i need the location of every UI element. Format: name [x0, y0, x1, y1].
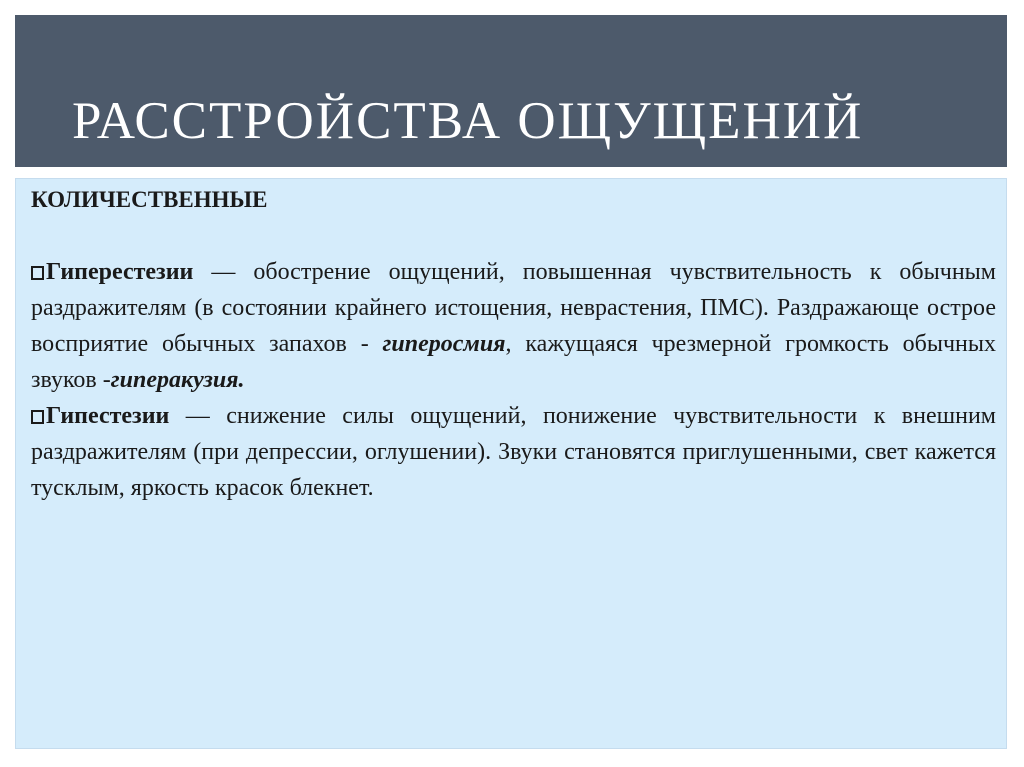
title-band	[15, 15, 1007, 167]
list-item-hypoesthesia	[31, 398, 996, 506]
section-heading: КОЛИЧЕСТВЕННЫЕ	[31, 187, 268, 212]
term-hyperesthesia: Гиперестезии	[46, 259, 194, 285]
list-item-hyperesthesia	[31, 254, 996, 398]
emphasis-hyperacusis: гиперакузия.	[110, 367, 245, 393]
spacer	[31, 218, 996, 254]
emphasis-hyperosmia: гиперосмия	[382, 331, 506, 357]
item-text: , кажущаяся чрезмерной громкость обычных звуков -	[31, 331, 996, 393]
slide-content	[31, 182, 996, 506]
checkbox-bullet-icon	[31, 410, 44, 424]
term-hypoesthesia: Гипестезии	[46, 403, 170, 429]
content-box	[15, 178, 1007, 749]
item-text: — снижение силы ощущений, понижение чувствительности к внешним раздражителям (при депрессии, оглушении). Звуки становятся приглушенными, свет кажется тусклым, яркость красок блекнет.	[31, 403, 996, 501]
slide-title: РАССТРОЙСТВА ОЩУЩЕНИЙ	[72, 92, 864, 150]
checkbox-bullet-icon	[31, 266, 44, 280]
item-text: — обострение ощущений, повышенная чувствительность к обычным раздражителям (в состоянии крайнего истощения, неврастения, ПМС). Раздражающе острое восприятие обычных запахов -	[31, 259, 996, 357]
